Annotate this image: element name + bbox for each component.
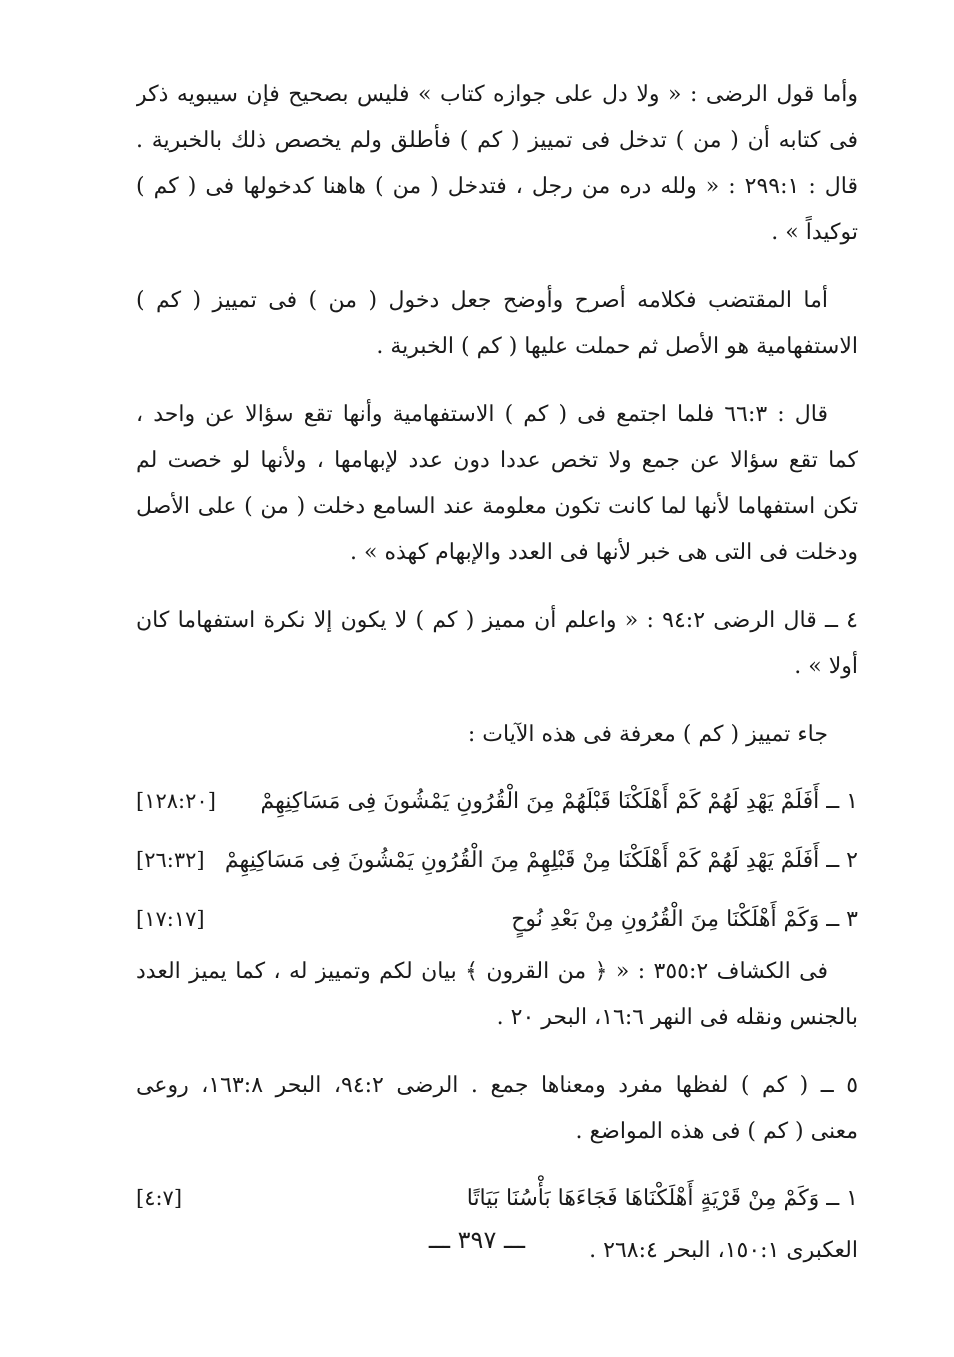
text-line: وأما قول الرضى : « ولا دل على جوازه كتاب » فليس بصحيح فإن سيبويه ذكر xyxy=(136,82,858,107)
verse-reference: [٢٦:٣٢] xyxy=(136,848,205,872)
text-line: تكن استفهاما لأنها لما كانت تكون معلومة عند السامع دخلت ( من ) على الأصل xyxy=(136,494,858,519)
verse-text: ١ ــ وَكَمْ مِنْ قَرْيَةٍ أَهْلَكْنَاهَا فَجَاءَهَا بَأْسُنَا بَيَاتًا xyxy=(466,1186,858,1211)
text-line: توكيداً » . xyxy=(771,220,858,245)
verse-item xyxy=(136,890,858,949)
text-line: بالجنس ونقله فى النهر ١٦:٦، البحر ٢٠ . xyxy=(496,1005,858,1030)
text-line: الاستفهامية هو الأصل ثم حملت عليها ( كم ) الخبرية . xyxy=(376,334,858,359)
paragraph-point-5 xyxy=(136,1063,858,1155)
paragraph-quote xyxy=(136,392,858,576)
verse-text: ١ ــ أَفَلَمْ يَهْدِ لَهُمْ كَمْ أَهْلَكْنَا قَبْلَهُمْ مِنَ الْقُرُونِ يَمْشُونَ فِى مَسَاكِنِهِمْ xyxy=(260,789,858,814)
text-line: ٤ ــ قال الرضى ٩٤:٢ : « واعلم أن مميز ( كم ) لا يكون إلا نكرة استفهاما كان xyxy=(136,608,858,633)
text-line: قال : ٢٩٩:١ : « ولله دره من رجل ، فتدخل ( من ) هاهنا كدخولها فى ( كم ) xyxy=(136,174,858,199)
verse-reference: [٤:٧] xyxy=(136,1186,183,1210)
text-line: ٥ ــ ( كم ) لفظها مفرد ومعناها جمع . الرضى ٩٤:٢، البحر ١٦٣:٨، روعى xyxy=(136,1073,858,1098)
intro-line: جاء تمييز ( كم ) معرفة فى هذه الآيات : xyxy=(467,722,828,747)
paragraph-muqtadab xyxy=(136,278,858,370)
text-line: أولا » . xyxy=(794,654,858,679)
verse-item xyxy=(136,1169,858,1228)
page-number: ـــ ٣٩٧ ـــ xyxy=(428,1226,526,1254)
verse-item xyxy=(136,831,858,890)
paragraph-point-4 xyxy=(136,598,858,690)
text-line: فى كتابه أن ( من ) تدخل فى تمييز ( كم ) فأطلق ولم يخصص ذلك بالخبرية . xyxy=(136,128,858,153)
paragraph-kashshaf xyxy=(136,949,858,1041)
verse-text: ٣ ــ وَكَمْ أَهْلَكْنَا مِنَ الْقُرُونِ مِنْ بَعْدِ نُوحٍ xyxy=(511,907,858,932)
text-line: معنى ( كم ) فى هذه المواضع . xyxy=(575,1119,858,1144)
verse-list xyxy=(136,772,858,949)
text-line: أما المقتضب فكلامه أصرح وأوضح جعل دخول ( من ) فى تمييز ( كم ) xyxy=(136,288,828,313)
paragraph-sibawayh xyxy=(136,72,858,256)
verse-reference: [١٢٨:٢٠] xyxy=(136,789,216,813)
intro-paragraph xyxy=(136,712,858,758)
text-line: العكبرى ١٥٠:١، البحر ٢٦٨:٤ . xyxy=(589,1238,858,1263)
text-line: قال : ٦٦:٣ فلما اجتمع فى ( كم ) الاستفهامية وأنها تقع سؤالا عن واحد ، xyxy=(136,402,828,427)
text-line: فى الكشاف ٣٥٥:٢ : « ﴿ من القرون ﴾ بيان لكم وتمييز له ، كما يميز العدد xyxy=(136,959,828,984)
verse-reference: [١٧:١٧] xyxy=(136,907,205,931)
text-line: ودخلت فى التى هى خبر لأنها فى العدد والإبهام كهذه » . xyxy=(350,540,858,565)
verse-text: ٢ ــ أَفَلَمْ يَهْدِ لَهُمْ كَمْ أَهْلَكْنَا مِنْ قَبْلِهِمْ مِنَ الْقُرُونِ يَمْشُونَ فِى مَسَاكِنِهِمْ xyxy=(224,848,858,873)
text-line: كما تقع سؤالا عن جمع ولا تخص عددا دون عدد لإبهامها ، ولأنها لو خصت لم xyxy=(136,448,858,473)
verse-item xyxy=(136,772,858,831)
